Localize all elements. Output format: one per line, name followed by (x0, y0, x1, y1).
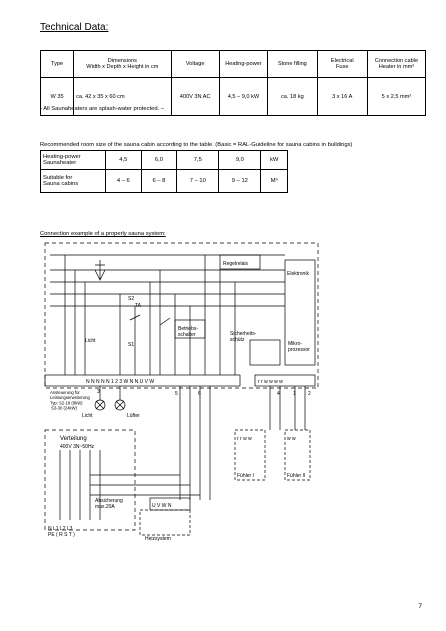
label-ansteuerung: Ansteuerung für Leistungserweiterung Typ: S2-18 (8kW) S3-30 (24kW) (50, 390, 90, 411)
label-phase: N L1 L2 L3 PE ( R S T ) (48, 526, 75, 538)
label-s1: S1 (128, 342, 135, 348)
controller-dashed-outline (45, 243, 318, 388)
header-cable: Connection cable Heater in mm² (367, 51, 425, 78)
cell-dimensions: ca. 42 x 35 x 60 cm (74, 78, 172, 116)
label-licht: Licht (82, 413, 93, 419)
header-heating-power: Heating-power (219, 51, 267, 78)
room-cell: Heating-power Saunaheater (41, 151, 106, 170)
recommend-text: Recommended room size of the sauna cabin according to the table. (Basic = RAL-Guideline for sauna cabins in buildings) (40, 142, 353, 148)
label-sicherheitsschutz: Sicherheits-schütz (230, 331, 257, 343)
label-s2: S2 (128, 296, 135, 302)
label-terminal-f2: w w (287, 436, 296, 442)
wiring-diagram (40, 240, 336, 580)
label-betriebsschalter: Betriebs-schalter (178, 326, 199, 338)
label-fuehler2: Fühler II (287, 473, 306, 479)
splash-note: - All Saunaheaters are splash-water protected. – (40, 106, 165, 112)
page-number: 7 (418, 603, 422, 610)
label-terminal-mid: U V W N (152, 503, 172, 509)
cell-voltage: 400V 3N AC (171, 78, 219, 116)
label-n3: 3 (97, 389, 100, 395)
label-fuehler1: Fühler I (237, 473, 254, 479)
cell-type: W 35 (41, 78, 74, 116)
table-row (41, 151, 288, 170)
room-cell: Suitable for Sauna cabins (41, 170, 106, 193)
room-size-table (40, 150, 288, 193)
label-regelrelais: Regelrelais (223, 261, 249, 267)
label-n1: 1 (293, 391, 296, 397)
label-ta: TA (135, 303, 142, 309)
heizsystem-box (140, 510, 190, 535)
room-cell: 9,0 (219, 151, 261, 170)
label-n2: 2 (308, 391, 311, 397)
label-verteilung-voltage: 400V 3N~50Hz (60, 444, 95, 450)
header-fuse: Electrical Fuse (317, 51, 367, 78)
label-absicherung: Absicherung max.20A (95, 498, 123, 510)
connection-title: Connection example of a properly sauna system: (40, 231, 166, 237)
label-mikroprozessor: Mikro-prozessor (288, 341, 310, 353)
cell-heating-power: 4,5 – 9,0 kW (219, 78, 267, 116)
label-licht-top: Licht (85, 338, 96, 344)
sicherheitsschutz-box (250, 340, 280, 365)
room-cell: 6,0 (141, 151, 177, 170)
cell-cable: 5 x 2,5 mm² (367, 78, 425, 116)
label-heizsystem: Heizsystem (145, 536, 171, 542)
table-row (41, 170, 288, 193)
label-verteilung: Verteilung (60, 436, 87, 442)
room-cell: kW (261, 151, 288, 170)
label-terminal-f1: r r w w (237, 436, 252, 442)
room-cell: 7 – 10 (177, 170, 219, 193)
room-cell: 9 – 12 (219, 170, 261, 193)
header-dimensions: Dimensions Width x Depth x Height in cm (74, 51, 172, 78)
room-cell: 4 – 6 (106, 170, 142, 193)
label-terminal-right: r r w w w w (258, 379, 283, 385)
room-cell: 4,5 (106, 151, 142, 170)
label-n4: 4 (277, 391, 280, 397)
room-cell: 7,5 (177, 151, 219, 170)
room-cell: M³ (261, 170, 288, 193)
label-luefter: Lüfter (127, 413, 140, 419)
header-type: Type (41, 51, 74, 78)
page-title: Technical Data: (40, 22, 109, 33)
label-terminal-top: N N N N N 1 2 3 W N N U V W (86, 379, 155, 385)
header-stone-filling: Stone filling (268, 51, 317, 78)
table-header-row (41, 51, 426, 78)
label-n6: 6 (198, 391, 201, 397)
label-elektronik: Elektronik (287, 271, 309, 277)
header-voltage: Voltage (171, 51, 219, 78)
cell-stone-filling: ca. 18 kg (268, 78, 317, 116)
cell-fuse: 3 x 16 A (317, 78, 367, 116)
label-n5: 5 (175, 391, 178, 397)
room-cell: 6 – 8 (141, 170, 177, 193)
